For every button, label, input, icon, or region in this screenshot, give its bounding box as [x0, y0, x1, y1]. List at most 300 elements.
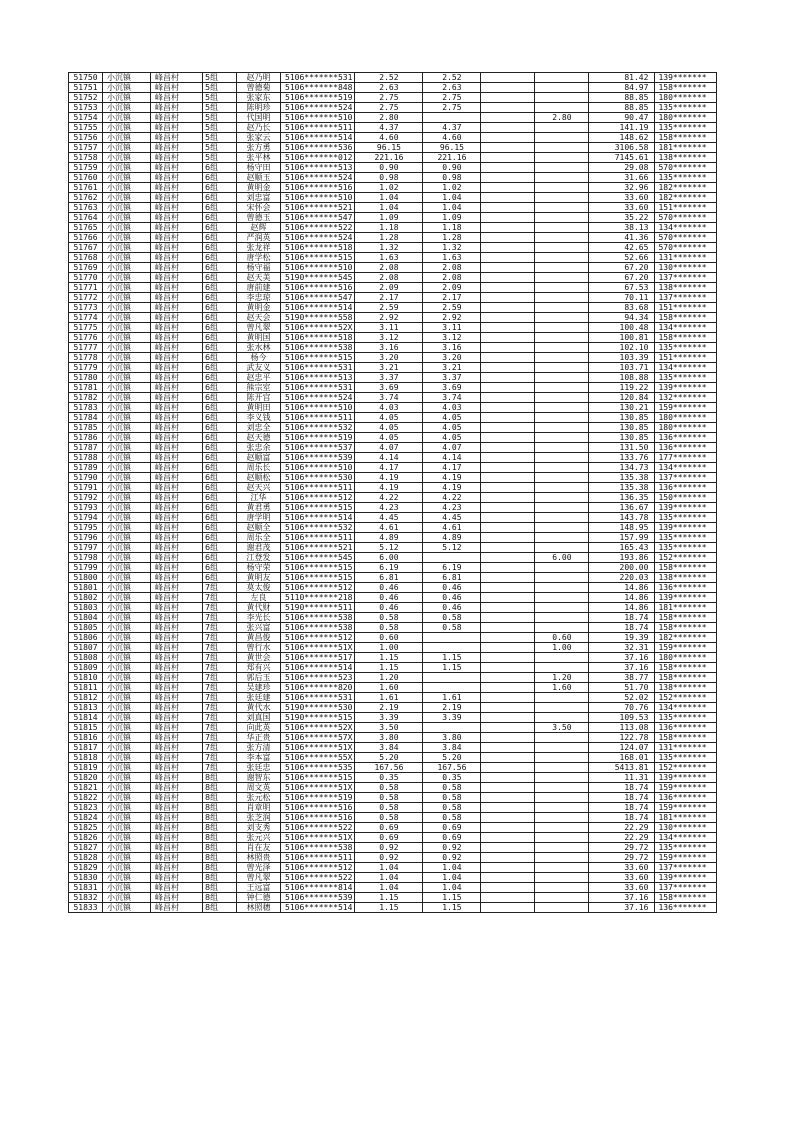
phone-cell: 139*******	[655, 523, 717, 533]
area-a-cell: 4.07	[423, 443, 481, 453]
area-c-cell	[535, 203, 589, 213]
phone-cell: 159*******	[655, 803, 717, 813]
name-cell: 李忠琼	[237, 293, 281, 303]
group-cell: 6组	[203, 183, 237, 193]
town-cell: 小沉镇	[103, 673, 151, 683]
row-number-cell: 51761	[69, 183, 103, 193]
amount-cell: 130.85	[589, 413, 655, 423]
group-cell: 6组	[203, 463, 237, 473]
town-cell: 小沉镇	[103, 393, 151, 403]
village-cell: 峰昌村	[151, 303, 203, 313]
town-cell: 小沉镇	[103, 823, 151, 833]
id-number-cell: 5106*******57X	[281, 733, 355, 743]
town-cell: 小沉镇	[103, 533, 151, 543]
amount-cell: 33.60	[589, 873, 655, 883]
group-cell: 6组	[203, 243, 237, 253]
id-number-cell: 5106*******514	[281, 903, 355, 913]
row-number-cell: 51773	[69, 303, 103, 313]
table-row	[69, 213, 717, 223]
area-a-cell: 1.04	[423, 873, 481, 883]
name-cell: 华正贵	[237, 733, 281, 743]
area-cell: 4.05	[355, 423, 423, 433]
amount-cell: 100.48	[589, 323, 655, 333]
amount-cell: 157.99	[589, 533, 655, 543]
id-number-cell: 5106*******519	[281, 793, 355, 803]
area-c-cell	[535, 83, 589, 93]
row-number-cell: 51788	[69, 453, 103, 463]
amount-cell: 130.85	[589, 433, 655, 443]
group-cell: 6组	[203, 213, 237, 223]
name-cell: 张方勇	[237, 143, 281, 153]
village-cell: 峰昌村	[151, 513, 203, 523]
name-cell: 杨守荣	[237, 563, 281, 573]
area-a-cell: 3.20	[423, 353, 481, 363]
area-cell: 4.60	[355, 133, 423, 143]
amount-cell: 70.11	[589, 293, 655, 303]
row-number-cell: 51766	[69, 233, 103, 243]
area-c-cell	[535, 293, 589, 303]
phone-cell: 182*******	[655, 633, 717, 643]
group-cell: 6组	[203, 573, 237, 583]
amount-cell: 33.60	[589, 193, 655, 203]
village-cell: 峰昌村	[151, 133, 203, 143]
area-c-cell	[535, 213, 589, 223]
id-number-cell: 5106*******511	[281, 853, 355, 863]
id-number-cell: 5106*******523	[281, 673, 355, 683]
village-cell: 峰昌村	[151, 753, 203, 763]
area-c-cell	[535, 653, 589, 663]
row-number-cell: 51816	[69, 733, 103, 743]
amount-cell: 136.35	[589, 493, 655, 503]
area-cell: 1.04	[355, 873, 423, 883]
village-cell: 峰昌村	[151, 863, 203, 873]
name-cell: 张廷建	[237, 693, 281, 703]
town-cell: 小沉镇	[103, 113, 151, 123]
town-cell: 小沉镇	[103, 303, 151, 313]
group-cell: 8组	[203, 783, 237, 793]
area-cell: 4.07	[355, 443, 423, 453]
phone-cell: 139*******	[655, 773, 717, 783]
name-cell: 杨守田	[237, 163, 281, 173]
area-c-cell	[535, 773, 589, 783]
area-c-cell	[535, 433, 589, 443]
area-cell: 0.46	[355, 593, 423, 603]
area-c-cell	[535, 403, 589, 413]
village-cell: 峰昌村	[151, 243, 203, 253]
id-number-cell: 5106*******524	[281, 173, 355, 183]
area-a-cell: 4.19	[423, 473, 481, 483]
row-number-cell: 51765	[69, 223, 103, 233]
town-cell: 小沉镇	[103, 133, 151, 143]
row-number-cell: 51757	[69, 143, 103, 153]
area-cell: 167.56	[355, 763, 423, 773]
group-cell: 6组	[203, 443, 237, 453]
name-cell: 曾凡翠	[237, 323, 281, 333]
amount-cell: 18.74	[589, 623, 655, 633]
row-number-cell: 51789	[69, 463, 103, 473]
name-cell: 赵辉	[237, 223, 281, 233]
village-cell: 峰昌村	[151, 193, 203, 203]
town-cell: 小沉镇	[103, 93, 151, 103]
amount-cell: 32.31	[589, 643, 655, 653]
table-row	[69, 93, 717, 103]
village-cell: 峰昌村	[151, 373, 203, 383]
area-a-cell: 1.04	[423, 883, 481, 893]
village-cell: 峰昌村	[151, 603, 203, 613]
phone-cell: 570*******	[655, 233, 717, 243]
area-a-cell: 0.46	[423, 583, 481, 593]
area-a-cell	[423, 113, 481, 123]
area-b-cell	[481, 673, 535, 683]
table-row	[69, 463, 717, 473]
area-a-cell: 0.58	[423, 793, 481, 803]
village-cell: 峰昌村	[151, 593, 203, 603]
table-row	[69, 883, 717, 893]
name-cell: 林照贵	[237, 853, 281, 863]
area-b-cell	[481, 813, 535, 823]
town-cell: 小沉镇	[103, 733, 151, 743]
row-number-cell: 51750	[69, 73, 103, 83]
area-b-cell	[481, 183, 535, 193]
area-a-cell: 1.15	[423, 903, 481, 913]
table-row	[69, 283, 717, 293]
area-c-cell	[535, 233, 589, 243]
table-row	[69, 663, 717, 673]
area-a-cell: 4.14	[423, 453, 481, 463]
area-b-cell	[481, 863, 535, 873]
row-number-cell: 51783	[69, 403, 103, 413]
area-c-cell	[535, 543, 589, 553]
name-cell: 张平林	[237, 153, 281, 163]
phone-cell: 130*******	[655, 823, 717, 833]
area-b-cell	[481, 493, 535, 503]
group-cell: 8组	[203, 863, 237, 873]
area-c-cell	[535, 743, 589, 753]
id-number-cell: 5106*******51X	[281, 783, 355, 793]
row-number-cell: 51777	[69, 343, 103, 353]
town-cell: 小沉镇	[103, 563, 151, 573]
area-a-cell: 221.16	[423, 153, 481, 163]
area-a-cell: 3.16	[423, 343, 481, 353]
row-number-cell: 51829	[69, 863, 103, 873]
id-number-cell: 5106*******510	[281, 463, 355, 473]
table-row	[69, 593, 717, 603]
area-a-cell: 0.58	[423, 803, 481, 813]
area-cell: 0.58	[355, 623, 423, 633]
id-number-cell: 5106*******531	[281, 383, 355, 393]
id-number-cell: 5190*******545	[281, 273, 355, 283]
area-a-cell: 3.80	[423, 733, 481, 743]
amount-cell: 35.22	[589, 213, 655, 223]
row-number-cell: 51790	[69, 473, 103, 483]
area-cell: 4.37	[355, 123, 423, 133]
phone-cell: 158*******	[655, 313, 717, 323]
table-row	[69, 133, 717, 143]
id-number-cell: 5106*******524	[281, 103, 355, 113]
phone-cell: 570*******	[655, 213, 717, 223]
table-row	[69, 353, 717, 363]
name-cell: 左良	[237, 593, 281, 603]
village-cell: 峰昌村	[151, 813, 203, 823]
row-number-cell: 51801	[69, 583, 103, 593]
group-cell: 6组	[203, 523, 237, 533]
table-row	[69, 863, 717, 873]
id-number-cell: 5106*******51X	[281, 643, 355, 653]
area-a-cell: 2.09	[423, 283, 481, 293]
area-cell: 4.17	[355, 463, 423, 473]
phone-cell: 180*******	[655, 413, 717, 423]
village-cell: 峰昌村	[151, 883, 203, 893]
area-b-cell	[481, 373, 535, 383]
amount-cell: 37.16	[589, 663, 655, 673]
town-cell: 小沉镇	[103, 473, 151, 483]
town-cell: 小沉镇	[103, 513, 151, 523]
area-c-cell	[535, 173, 589, 183]
amount-cell: 14.86	[589, 583, 655, 593]
row-number-cell: 51753	[69, 103, 103, 113]
row-number-cell: 51796	[69, 533, 103, 543]
amount-cell: 165.43	[589, 543, 655, 553]
town-cell: 小沉镇	[103, 743, 151, 753]
table-row	[69, 723, 717, 733]
name-cell: 赵乃长	[237, 123, 281, 133]
town-cell: 小沉镇	[103, 603, 151, 613]
row-number-cell: 51791	[69, 483, 103, 493]
area-b-cell	[481, 663, 535, 673]
amount-cell: 29.72	[589, 843, 655, 853]
village-cell: 峰昌村	[151, 103, 203, 113]
area-b-cell	[481, 553, 535, 563]
town-cell: 小沉镇	[103, 543, 151, 553]
area-b-cell	[481, 903, 535, 913]
row-number-cell: 51781	[69, 383, 103, 393]
name-cell: 赵天会	[237, 313, 281, 323]
id-number-cell: 5106*******515	[281, 573, 355, 583]
table-row	[69, 613, 717, 623]
area-cell: 1.09	[355, 213, 423, 223]
town-cell: 小沉镇	[103, 423, 151, 433]
village-cell: 峰昌村	[151, 583, 203, 593]
row-number-cell: 51768	[69, 253, 103, 263]
town-cell: 小沉镇	[103, 843, 151, 853]
area-cell: 1.63	[355, 253, 423, 263]
town-cell: 小沉镇	[103, 443, 151, 453]
table-row	[69, 743, 717, 753]
amount-cell: 5413.81	[589, 763, 655, 773]
group-cell: 6组	[203, 563, 237, 573]
area-c-cell	[535, 663, 589, 673]
town-cell: 小沉镇	[103, 213, 151, 223]
id-number-cell: 5106*******516	[281, 183, 355, 193]
id-number-cell: 5106*******511	[281, 123, 355, 133]
phone-cell: 158*******	[655, 673, 717, 683]
table-row	[69, 773, 717, 783]
area-c-cell	[535, 243, 589, 253]
village-cell: 峰昌村	[151, 433, 203, 443]
group-cell: 6组	[203, 363, 237, 373]
phone-cell: 134*******	[655, 703, 717, 713]
phone-cell: 158*******	[655, 893, 717, 903]
group-cell: 8组	[203, 903, 237, 913]
phone-cell: 130*******	[655, 263, 717, 273]
table-row	[69, 733, 717, 743]
name-cell: 黄明国	[237, 333, 281, 343]
group-cell: 6组	[203, 483, 237, 493]
id-number-cell: 5106*******513	[281, 373, 355, 383]
group-cell: 5组	[203, 123, 237, 133]
phone-cell: 136*******	[655, 793, 717, 803]
id-number-cell: 5106*******515	[281, 773, 355, 783]
area-cell: 0.58	[355, 803, 423, 813]
name-cell: 黄明友	[237, 573, 281, 583]
table-row	[69, 703, 717, 713]
id-number-cell: 5106*******511	[281, 533, 355, 543]
village-cell: 峰昌村	[151, 183, 203, 193]
village-cell: 峰昌村	[151, 163, 203, 173]
village-cell: 峰昌村	[151, 363, 203, 373]
area-b-cell	[481, 163, 535, 173]
group-cell: 5组	[203, 93, 237, 103]
amount-cell: 31.66	[589, 173, 655, 183]
id-number-cell: 5106*******536	[281, 143, 355, 153]
row-number-cell: 51833	[69, 903, 103, 913]
id-number-cell: 5106*******539	[281, 453, 355, 463]
area-a-cell: 2.08	[423, 273, 481, 283]
id-number-cell: 5106*******514	[281, 133, 355, 143]
table-row	[69, 173, 717, 183]
name-cell: 赵顺全	[237, 523, 281, 533]
phone-cell: 137*******	[655, 473, 717, 483]
area-cell: 2.08	[355, 273, 423, 283]
id-number-cell: 5106*******538	[281, 843, 355, 853]
area-a-cell: 0.69	[423, 833, 481, 843]
table-row	[69, 713, 717, 723]
area-b-cell	[481, 703, 535, 713]
area-b-cell	[481, 443, 535, 453]
amount-cell: 168.01	[589, 753, 655, 763]
row-number-cell: 51813	[69, 703, 103, 713]
town-cell: 小沉镇	[103, 383, 151, 393]
village-cell: 峰昌村	[151, 393, 203, 403]
area-a-cell: 2.17	[423, 293, 481, 303]
table-row	[69, 483, 717, 493]
name-cell: 肖章明	[237, 803, 281, 813]
village-cell: 峰昌村	[151, 213, 203, 223]
phone-cell: 158*******	[655, 623, 717, 633]
group-cell: 6组	[203, 313, 237, 323]
id-number-cell: 5106*******512	[281, 493, 355, 503]
town-cell: 小沉镇	[103, 573, 151, 583]
area-c-cell	[535, 583, 589, 593]
area-b-cell	[481, 353, 535, 363]
area-c-cell	[535, 873, 589, 883]
id-number-cell: 5106*******514	[281, 663, 355, 673]
area-b-cell	[481, 503, 535, 513]
town-cell: 小沉镇	[103, 183, 151, 193]
area-c-cell	[535, 323, 589, 333]
village-cell: 峰昌村	[151, 573, 203, 583]
group-cell: 8组	[203, 773, 237, 783]
id-number-cell: 5106*******514	[281, 513, 355, 523]
area-cell: 3.12	[355, 333, 423, 343]
area-a-cell: 4.37	[423, 123, 481, 133]
phone-cell: 135*******	[655, 713, 717, 723]
name-cell: 江登发	[237, 553, 281, 563]
table-row	[69, 73, 717, 83]
town-cell: 小沉镇	[103, 313, 151, 323]
id-number-cell: 5106*******515	[281, 353, 355, 363]
group-cell: 6组	[203, 163, 237, 173]
area-cell: 3.11	[355, 323, 423, 333]
town-cell: 小沉镇	[103, 793, 151, 803]
row-number-cell: 51764	[69, 213, 103, 223]
group-cell: 7组	[203, 653, 237, 663]
group-cell: 7组	[203, 743, 237, 753]
amount-cell: 94.34	[589, 313, 655, 323]
amount-cell: 109.53	[589, 713, 655, 723]
table-row	[69, 903, 717, 913]
row-number-cell: 51815	[69, 723, 103, 733]
table-row	[69, 523, 717, 533]
village-cell: 峰昌村	[151, 663, 203, 673]
area-a-cell: 0.58	[423, 813, 481, 823]
amount-cell: 41.36	[589, 233, 655, 243]
area-b-cell	[481, 753, 535, 763]
name-cell: 严润英	[237, 233, 281, 243]
area-b-cell	[481, 793, 535, 803]
row-number-cell: 51778	[69, 353, 103, 363]
phone-cell: 134*******	[655, 463, 717, 473]
table-row	[69, 823, 717, 833]
area-c-cell	[535, 753, 589, 763]
village-cell: 峰昌村	[151, 683, 203, 693]
group-cell: 6组	[203, 403, 237, 413]
village-cell: 峰昌村	[151, 713, 203, 723]
id-number-cell: 5106*******524	[281, 393, 355, 403]
town-cell: 小沉镇	[103, 663, 151, 673]
name-cell: 王远富	[237, 883, 281, 893]
group-cell: 6组	[203, 513, 237, 523]
village-cell: 峰昌村	[151, 903, 203, 913]
row-number-cell: 51771	[69, 283, 103, 293]
name-cell: 黄明金	[237, 303, 281, 313]
area-cell: 3.84	[355, 743, 423, 753]
phone-cell: 570*******	[655, 163, 717, 173]
town-cell: 小沉镇	[103, 73, 151, 83]
phone-cell: 135*******	[655, 843, 717, 853]
id-number-cell: 5106*******517	[281, 653, 355, 663]
row-number-cell: 51751	[69, 83, 103, 93]
area-a-cell: 96.15	[423, 143, 481, 153]
area-c-cell: 0.60	[535, 633, 589, 643]
area-a-cell	[423, 643, 481, 653]
name-cell: 曾光泽	[237, 863, 281, 873]
area-b-cell	[481, 233, 535, 243]
area-a-cell: 1.28	[423, 233, 481, 243]
village-cell: 峰昌村	[151, 553, 203, 563]
area-a-cell: 4.60	[423, 133, 481, 143]
area-cell: 4.05	[355, 433, 423, 443]
village-cell: 峰昌村	[151, 423, 203, 433]
amount-cell: 42.65	[589, 243, 655, 253]
area-a-cell: 0.46	[423, 593, 481, 603]
area-b-cell	[481, 873, 535, 883]
area-cell: 0.92	[355, 853, 423, 863]
name-cell: 江华	[237, 493, 281, 503]
area-cell: 2.75	[355, 93, 423, 103]
name-cell: 熊宗室	[237, 383, 281, 393]
amount-cell: 51.70	[589, 683, 655, 693]
